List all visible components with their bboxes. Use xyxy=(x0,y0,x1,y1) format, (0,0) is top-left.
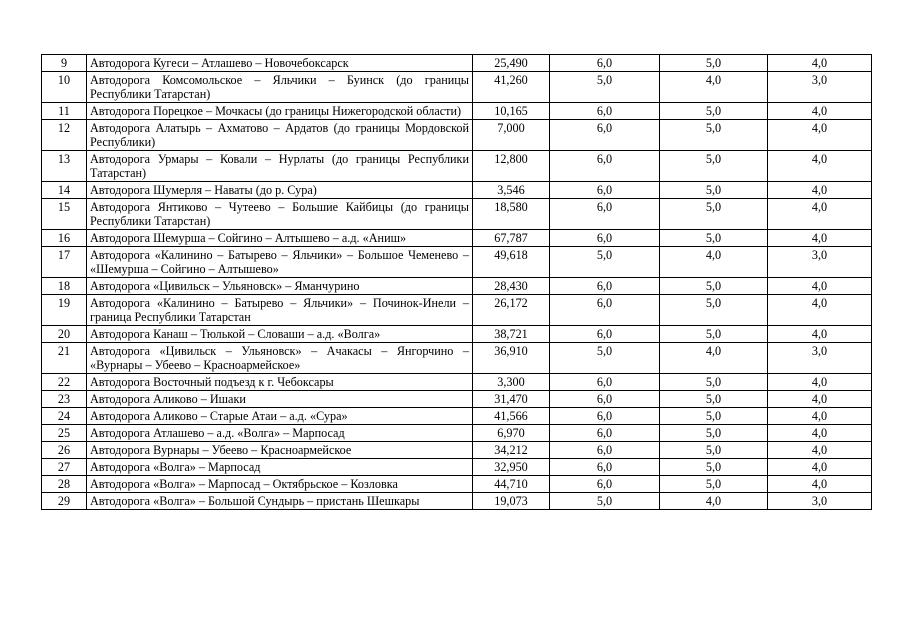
value-col-1: 6,0 xyxy=(550,442,660,459)
value-col-2: 5,0 xyxy=(660,408,768,425)
value-col-1: 5,0 xyxy=(550,247,660,278)
road-name: Автодорога Атлашево – а.д. «Волга» – Марпосад xyxy=(87,425,473,442)
road-name: Автодорога Шемурша – Сойгино – Алтышево – а.д. «Аниш» xyxy=(87,230,473,247)
row-number: 10 xyxy=(42,72,87,103)
road-length: 49,618 xyxy=(473,247,550,278)
table-row xyxy=(42,120,872,151)
value-col-2: 5,0 xyxy=(660,295,768,326)
value-col-3: 4,0 xyxy=(768,55,872,72)
row-number: 20 xyxy=(42,326,87,343)
value-col-1: 6,0 xyxy=(550,326,660,343)
table-row xyxy=(42,295,872,326)
value-col-1: 5,0 xyxy=(550,493,660,510)
row-number: 29 xyxy=(42,493,87,510)
value-col-3: 4,0 xyxy=(768,103,872,120)
road-name: Автодорога «Цивильск – Ульяновск» – Яманчурино xyxy=(87,278,473,295)
value-col-1: 6,0 xyxy=(550,425,660,442)
value-col-3: 4,0 xyxy=(768,391,872,408)
row-number: 28 xyxy=(42,476,87,493)
value-col-1: 6,0 xyxy=(550,476,660,493)
value-col-2: 4,0 xyxy=(660,343,768,374)
value-col-1: 6,0 xyxy=(550,408,660,425)
road-length: 31,470 xyxy=(473,391,550,408)
table-row xyxy=(42,72,872,103)
roads-table-body xyxy=(42,55,872,510)
road-name: Автодорога «Волга» – Марпосад – Октябрьское – Козловка xyxy=(87,476,473,493)
road-length: 19,073 xyxy=(473,493,550,510)
value-col-3: 4,0 xyxy=(768,476,872,493)
row-number: 27 xyxy=(42,459,87,476)
road-length: 3,546 xyxy=(473,182,550,199)
row-number: 9 xyxy=(42,55,87,72)
roads-table xyxy=(41,54,872,510)
value-col-1: 6,0 xyxy=(550,182,660,199)
value-col-1: 6,0 xyxy=(550,459,660,476)
table-row xyxy=(42,476,872,493)
road-length: 44,710 xyxy=(473,476,550,493)
value-col-2: 5,0 xyxy=(660,120,768,151)
value-col-3: 3,0 xyxy=(768,247,872,278)
road-name: Автодорога «Калинино – Батырево – Яльчики» – Починок-Инели – граница Республики Татарстан xyxy=(87,295,473,326)
table-row xyxy=(42,182,872,199)
road-name: Автодорога «Калинино – Батырево – Яльчики» – Большое Чеменево – «Шемурша – Сойгино – Алтышево» xyxy=(87,247,473,278)
document-page xyxy=(41,54,871,510)
value-col-1: 6,0 xyxy=(550,55,660,72)
table-row xyxy=(42,391,872,408)
value-col-1: 5,0 xyxy=(550,343,660,374)
value-col-3: 4,0 xyxy=(768,374,872,391)
value-col-2: 5,0 xyxy=(660,425,768,442)
row-number: 11 xyxy=(42,103,87,120)
road-name: Автодорога Аликово – Ишаки xyxy=(87,391,473,408)
road-name: Автодорога Алатырь – Ахматово – Ардатов (до границы Мордовской Республики) xyxy=(87,120,473,151)
road-length: 26,172 xyxy=(473,295,550,326)
value-col-1: 6,0 xyxy=(550,120,660,151)
table-row xyxy=(42,408,872,425)
road-name: Автодорога Восточный подъезд к г. Чебоксары xyxy=(87,374,473,391)
value-col-2: 5,0 xyxy=(660,459,768,476)
row-number: 19 xyxy=(42,295,87,326)
value-col-3: 4,0 xyxy=(768,425,872,442)
road-length: 32,950 xyxy=(473,459,550,476)
table-row xyxy=(42,55,872,72)
value-col-3: 4,0 xyxy=(768,326,872,343)
row-number: 22 xyxy=(42,374,87,391)
road-name: Автодорога Шумерля – Наваты (до р. Сура) xyxy=(87,182,473,199)
value-col-3: 4,0 xyxy=(768,120,872,151)
row-number: 18 xyxy=(42,278,87,295)
road-length: 28,430 xyxy=(473,278,550,295)
value-col-3: 4,0 xyxy=(768,230,872,247)
value-col-1: 6,0 xyxy=(550,230,660,247)
road-name: Автодорога «Волга» – Большой Сундырь – пристань Шешкары xyxy=(87,493,473,510)
road-length: 36,910 xyxy=(473,343,550,374)
road-name: Автодорога Кугеси – Атлашево – Новочебоксарск xyxy=(87,55,473,72)
table-row xyxy=(42,326,872,343)
value-col-2: 5,0 xyxy=(660,151,768,182)
value-col-2: 5,0 xyxy=(660,391,768,408)
table-row xyxy=(42,425,872,442)
table-row xyxy=(42,343,872,374)
road-length: 18,580 xyxy=(473,199,550,230)
value-col-3: 4,0 xyxy=(768,278,872,295)
value-col-3: 4,0 xyxy=(768,151,872,182)
value-col-1: 5,0 xyxy=(550,72,660,103)
road-length: 25,490 xyxy=(473,55,550,72)
row-number: 13 xyxy=(42,151,87,182)
value-col-3: 3,0 xyxy=(768,493,872,510)
value-col-2: 4,0 xyxy=(660,493,768,510)
value-col-3: 4,0 xyxy=(768,408,872,425)
value-col-1: 6,0 xyxy=(550,103,660,120)
road-length: 38,721 xyxy=(473,326,550,343)
value-col-2: 5,0 xyxy=(660,55,768,72)
row-number: 26 xyxy=(42,442,87,459)
road-length: 12,800 xyxy=(473,151,550,182)
table-row xyxy=(42,199,872,230)
value-col-1: 6,0 xyxy=(550,295,660,326)
table-row xyxy=(42,459,872,476)
value-col-2: 5,0 xyxy=(660,476,768,493)
value-col-1: 6,0 xyxy=(550,151,660,182)
road-length: 7,000 xyxy=(473,120,550,151)
road-length: 10,165 xyxy=(473,103,550,120)
table-row xyxy=(42,230,872,247)
value-col-3: 4,0 xyxy=(768,459,872,476)
row-number: 14 xyxy=(42,182,87,199)
row-number: 23 xyxy=(42,391,87,408)
value-col-2: 5,0 xyxy=(660,374,768,391)
row-number: 25 xyxy=(42,425,87,442)
table-row xyxy=(42,278,872,295)
value-col-2: 5,0 xyxy=(660,442,768,459)
road-name: Автодорога Порецкое – Мочкасы (до границы Нижегородской области) xyxy=(87,103,473,120)
value-col-1: 6,0 xyxy=(550,278,660,295)
row-number: 21 xyxy=(42,343,87,374)
value-col-2: 5,0 xyxy=(660,278,768,295)
value-col-3: 3,0 xyxy=(768,72,872,103)
row-number: 15 xyxy=(42,199,87,230)
value-col-2: 5,0 xyxy=(660,199,768,230)
value-col-3: 4,0 xyxy=(768,182,872,199)
road-length: 34,212 xyxy=(473,442,550,459)
table-row xyxy=(42,442,872,459)
road-name: Автодорога Комсомольское – Яльчики – Буинск (до границы Республики Татарстан) xyxy=(87,72,473,103)
row-number: 24 xyxy=(42,408,87,425)
road-name: Автодорога Янтиково – Чутеево – Большие Кайбицы (до границы Республики Татарстан) xyxy=(87,199,473,230)
value-col-1: 6,0 xyxy=(550,391,660,408)
value-col-1: 6,0 xyxy=(550,199,660,230)
value-col-2: 4,0 xyxy=(660,247,768,278)
value-col-3: 4,0 xyxy=(768,442,872,459)
table-row xyxy=(42,103,872,120)
road-name: Автодорога Вурнары – Убеево – Красноармейское xyxy=(87,442,473,459)
road-name: Автодорога «Волга» – Марпосад xyxy=(87,459,473,476)
road-name: Автодорога Урмары – Ковали – Нурлаты (до границы Республики Татарстан) xyxy=(87,151,473,182)
value-col-2: 5,0 xyxy=(660,326,768,343)
value-col-1: 6,0 xyxy=(550,374,660,391)
value-col-3: 3,0 xyxy=(768,343,872,374)
value-col-2: 5,0 xyxy=(660,103,768,120)
road-length: 3,300 xyxy=(473,374,550,391)
table-row xyxy=(42,151,872,182)
row-number: 17 xyxy=(42,247,87,278)
road-length: 41,566 xyxy=(473,408,550,425)
row-number: 16 xyxy=(42,230,87,247)
road-length: 41,260 xyxy=(473,72,550,103)
value-col-2: 4,0 xyxy=(660,72,768,103)
row-number: 12 xyxy=(42,120,87,151)
table-row xyxy=(42,493,872,510)
road-name: Автодорога Аликово – Старые Атаи – а.д. «Сура» xyxy=(87,408,473,425)
road-length: 67,787 xyxy=(473,230,550,247)
value-col-3: 4,0 xyxy=(768,295,872,326)
road-name: Автодорога «Цивильск – Ульяновск» – Ачакасы – Янгорчино – «Вурнары – Убеево – Красноармейское» xyxy=(87,343,473,374)
value-col-3: 4,0 xyxy=(768,199,872,230)
table-row xyxy=(42,374,872,391)
table-row xyxy=(42,247,872,278)
road-length: 6,970 xyxy=(473,425,550,442)
value-col-2: 5,0 xyxy=(660,230,768,247)
road-name: Автодорога Канаш – Тюлькой – Словаши – а.д. «Волга» xyxy=(87,326,473,343)
value-col-2: 5,0 xyxy=(660,182,768,199)
